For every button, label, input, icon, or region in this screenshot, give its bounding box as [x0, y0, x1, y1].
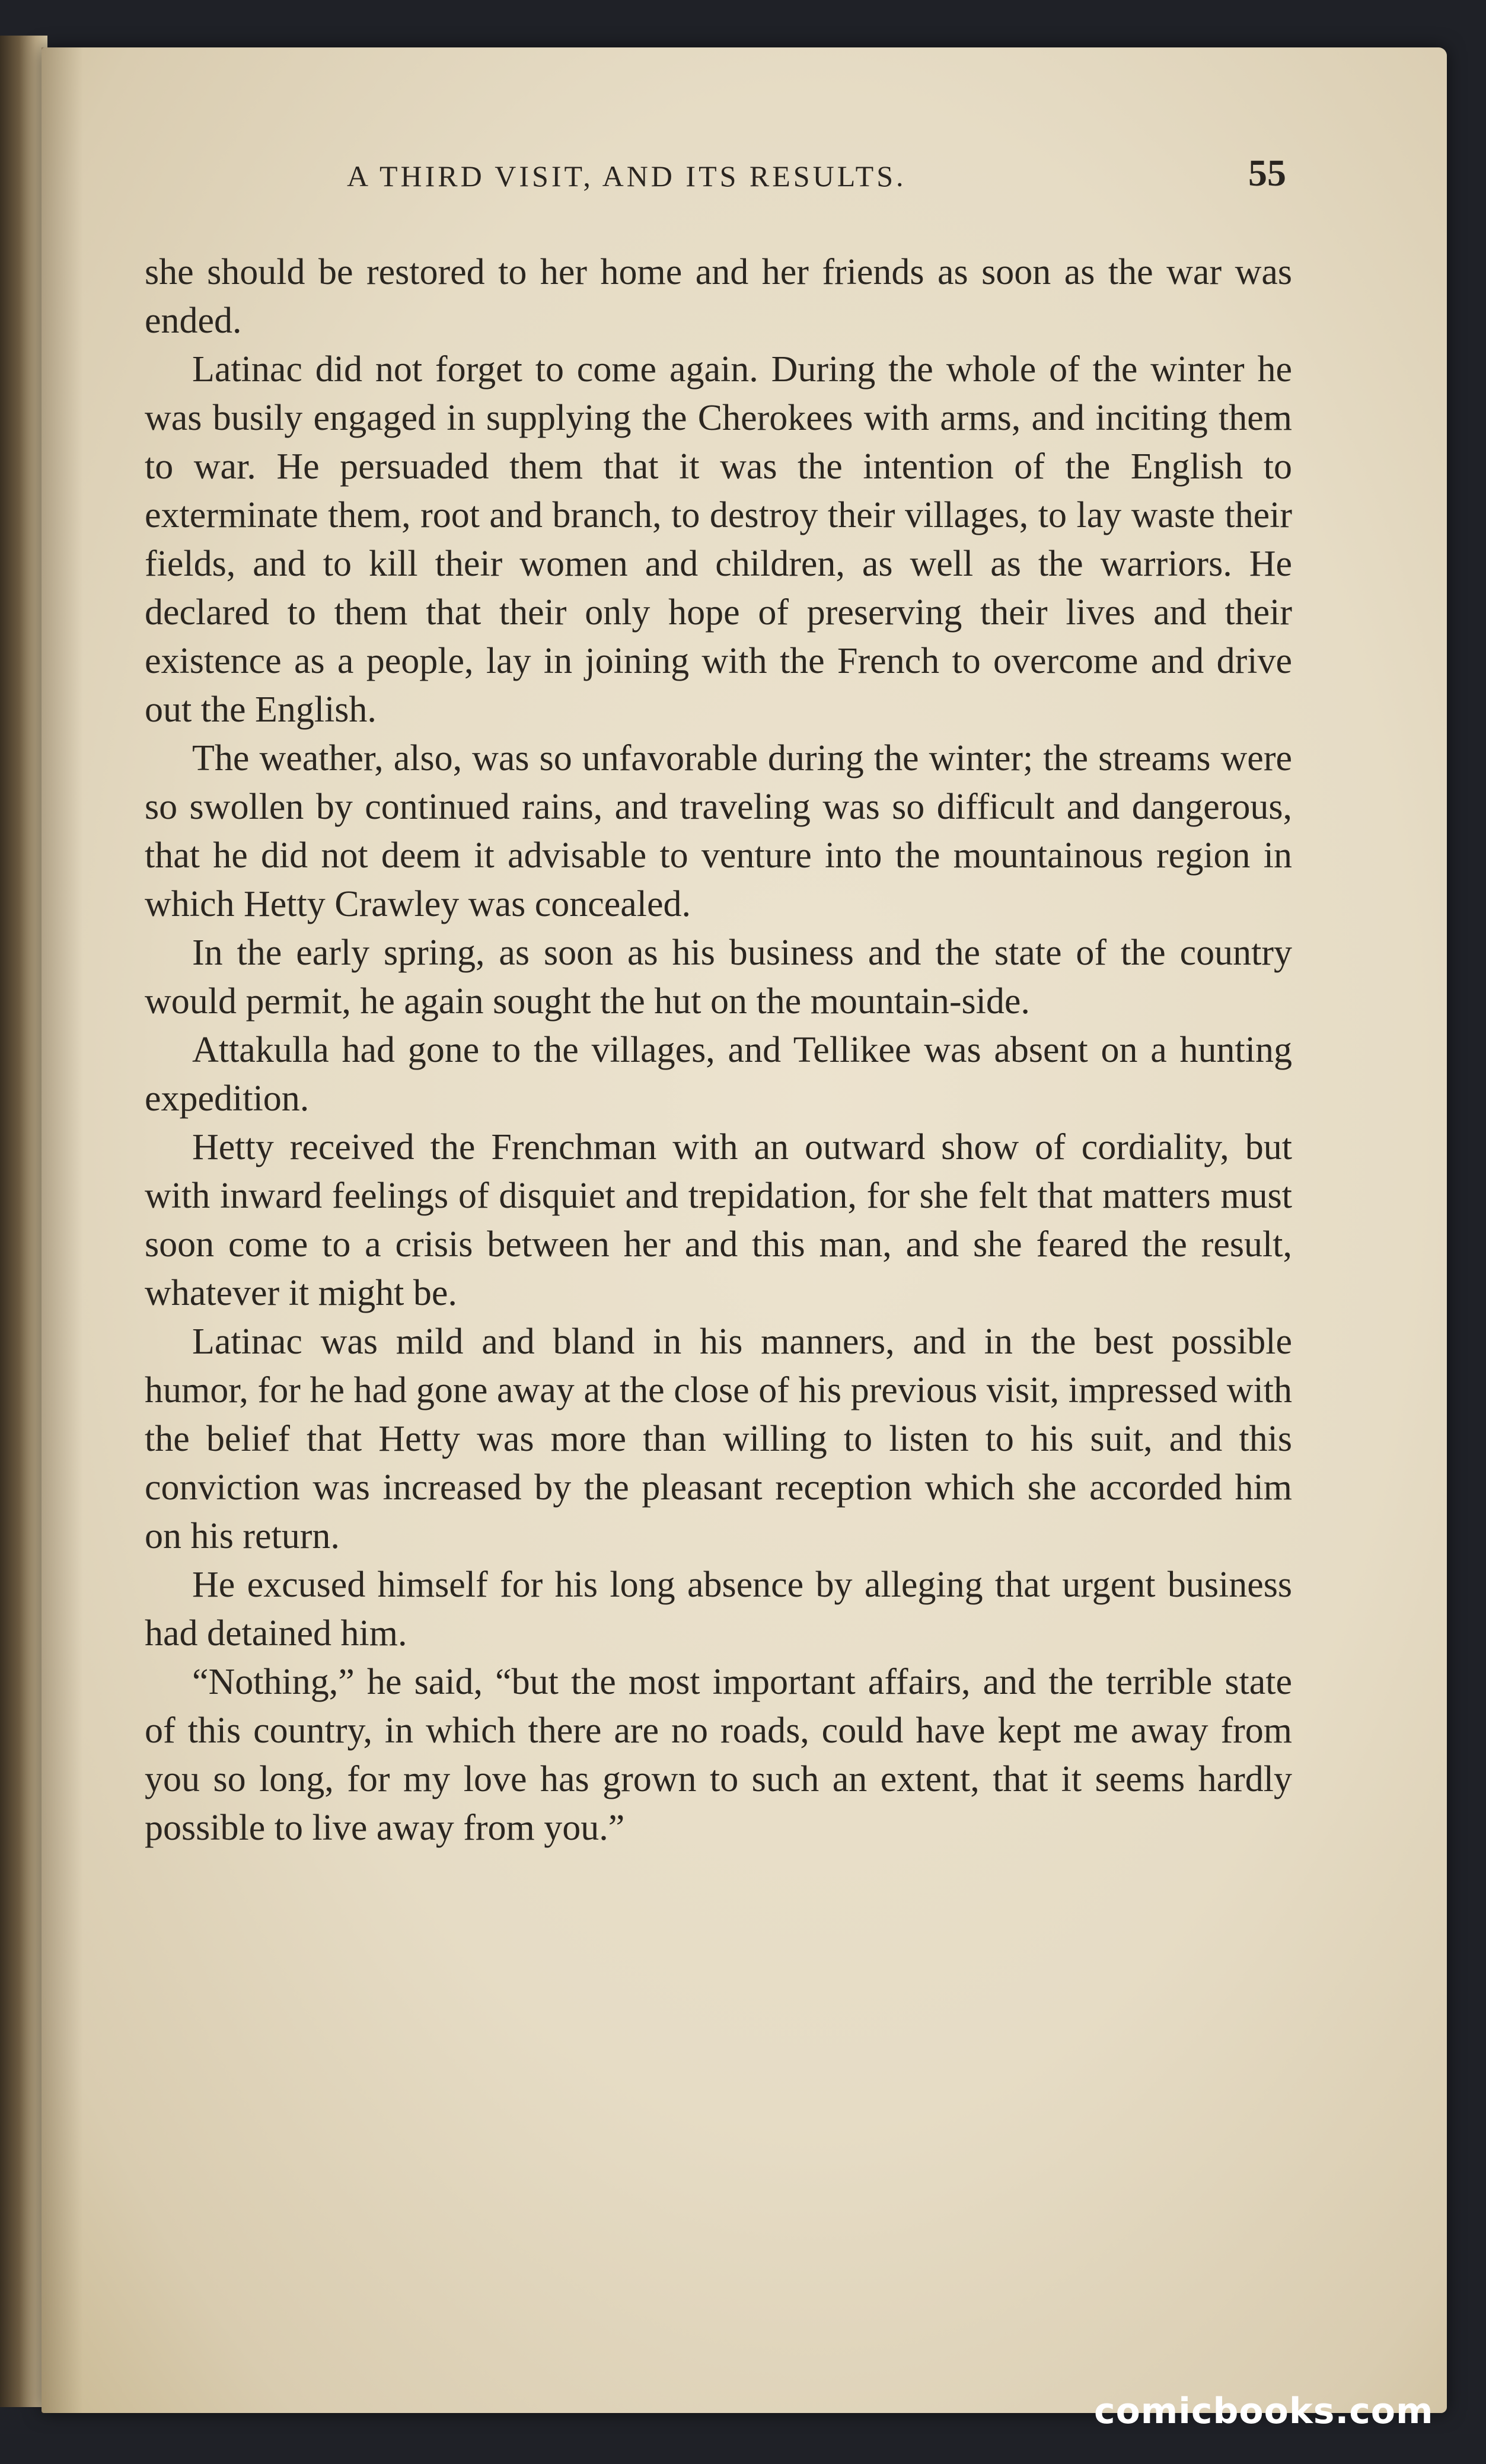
paragraph: He excused himself for his long absence by alleging that urgent business had detained him. — [145, 1565, 1292, 1654]
paragraph: “Nothing,” he said, “but the most important affairs, and the terrible state of this country, in which there are no roads, could have kept me away from you so long, for my love has grown to such an extent, that it seems hardly possible to live away from you.” — [145, 1662, 1292, 1848]
paragraph: Latinac did not forget to come again. During the whole of the winter he was busily engaged in supplying the Cherokees with arms, and inciting them to war. He persuaded them that it was the intention of the English to exterminate them, root and branch, to destroy their villages, to lay waste their fields, and to kill their women and children, as well as the warriors. He declared to them that their only hope of preserving their lives and their existence as a people, lay in joining with the French to overcome and drive out the English. — [145, 349, 1292, 730]
paragraph: Attakulla had gone to the villages, and Tellikee was absent on a hunting expedition. — [145, 1030, 1292, 1119]
running-title: A THIRD VISIT, AND ITS RESULTS. — [347, 159, 907, 193]
book-binding-edge — [0, 36, 47, 2407]
page-number: 55 — [1248, 152, 1286, 194]
paragraph: Latinac was mild and bland in his manners, and in the best possible humor, for he had gone away at the close of his previous visit, impressed with the belief that Hetty was more than willing to listen to his suit, and this conviction was increased by the pleasant reception which she accorded him on his return. — [145, 1322, 1292, 1556]
body-text — [145, 248, 1292, 1852]
paragraph: Hetty received the Frenchman with an outward show of cordiality, but with inward feelings of disquiet and trepidation, for she felt that matters must soon come to a crisis between her and this man, and she feared the result, whatever it might be. — [145, 1127, 1292, 1313]
watermark: comicbooks.com — [1094, 2390, 1434, 2432]
paragraph: she should be restored to her home and her friends as soon as the war was ended. — [145, 252, 1292, 341]
paragraph: The weather, also, was so unfavorable during the winter; the streams were so swollen by continued rains, and traveling was so difficult and dangerous, that he did not deem it advisable to venture into the mountainous region in which Hetty Crawley was concealed. — [145, 738, 1292, 924]
paragraph: In the early spring, as soon as his business and the state of the country would permit, he again sought the hut on the mountain-side. — [145, 933, 1292, 1022]
